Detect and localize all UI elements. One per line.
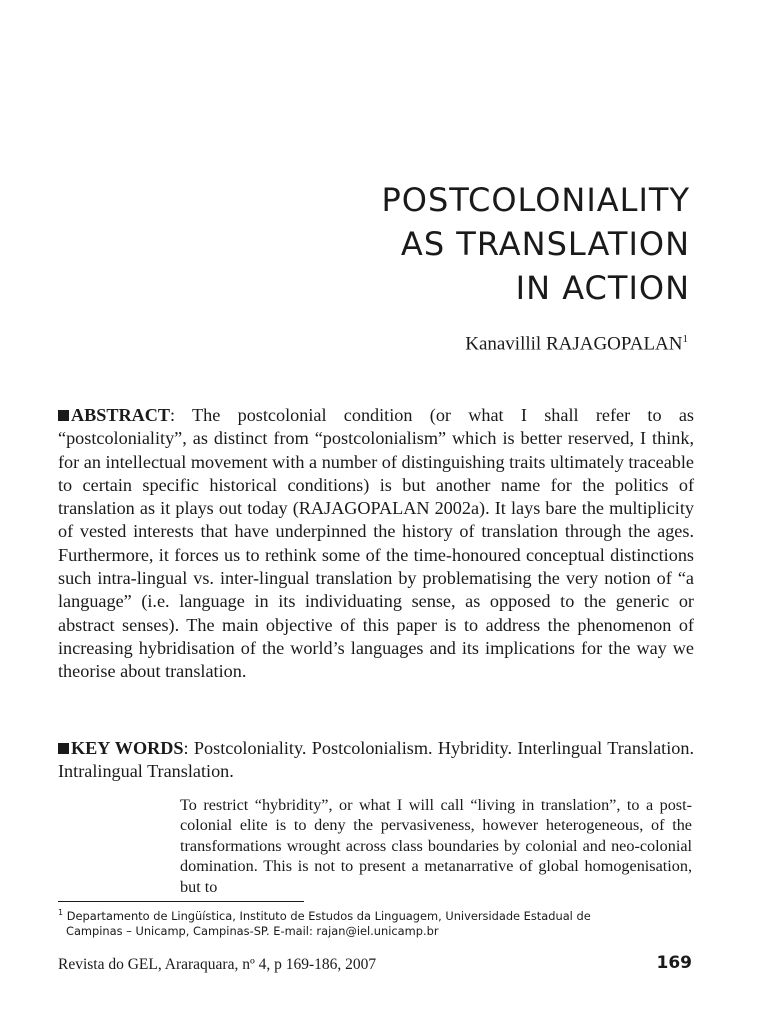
abstract-paragraph xyxy=(58,404,694,684)
footnote-line-2: Campinas – Unicamp, Campinas-SP. E-mail: rajan@iel.unicamp.br xyxy=(66,923,439,938)
square-bullet-icon xyxy=(58,410,69,421)
keywords-text: : Postcoloniality. Postcolonialism. Hybridity. Interlingual Translation. Intralingual Translation. xyxy=(58,738,694,782)
abstract-label: ABSTRACT xyxy=(71,405,171,425)
title-line-3: IN ACTION xyxy=(515,269,690,307)
author-byline xyxy=(465,333,688,355)
abstract-text: : The postcolonial condition (or what I shall refer to as “postcoloniality”, as distinct from “postcolonialism” which is better reserved, I think, for an intellectual movement with a number of distinguishing traits ultimately traceable to certain specific historical conditions) is but another name for the politics of translation as it plays out today (RAJAGOPALAN 2002a). It lays bare the multiplicity of vested interests that have underpinned the history of translation through the ages. Furthermore, it forces us to rethink some of the time-honoured conceptual distinctions such intra-lingual vs. inter-lingual translation by problematising the very notion of “a language” (i.e. language in its individuating sense, as opposed to the generic or abstract senses). The main objective of this paper is to address the phenomenon of increasing hybridisation of the world’s languages and its implications for the way we theorise about translation. xyxy=(58,405,694,682)
square-bullet-icon xyxy=(58,743,69,754)
journal-citation: Revista do GEL, Araraquara, nº 4, p 169-186, 2007 xyxy=(58,956,377,973)
page-number: 169 xyxy=(656,953,692,973)
article-title xyxy=(382,178,691,310)
title-line-2: AS TRANSLATION xyxy=(400,225,690,263)
body-paragraph: To restrict “hybridity”, or what I will call “living in translation”, to a post-colonial elite is to deny the pervasiveness, however heterogeneous, of the transformations wrought across class boundaries by colonial and neo-colonial domination. This is not to present a metanarrative of global homogenisation, but to xyxy=(180,796,692,896)
keywords-label: KEY WORDS xyxy=(71,738,184,758)
footnote xyxy=(58,905,694,939)
footnote-marker: 1 xyxy=(58,908,64,917)
footnote-line-1: Departamento de Lingüística, Instituto de Estudos da Linguagem, Universidade Estadual de xyxy=(66,908,591,923)
keywords-paragraph xyxy=(58,737,694,784)
author-name: Kanavillil RAJAGOPALAN xyxy=(465,333,683,355)
title-line-1: POSTCOLONIALITY xyxy=(381,181,690,219)
author-footnote-marker: 1 xyxy=(682,333,688,345)
footnote-divider xyxy=(58,901,304,902)
